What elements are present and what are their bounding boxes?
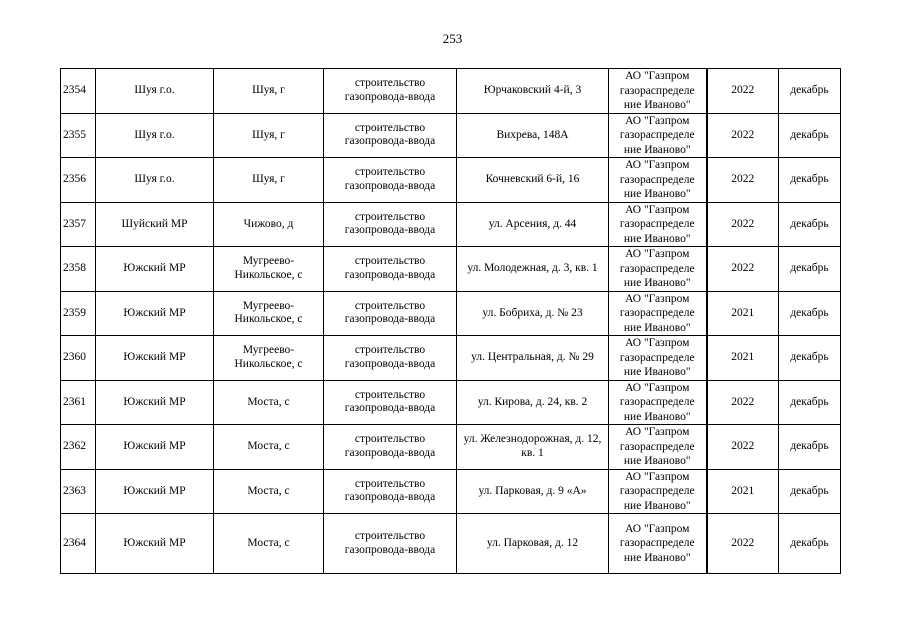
- month-cell: декабрь: [779, 469, 841, 514]
- table-row: [61, 113, 841, 158]
- address-cell: ул. Бобриха, д. № 23: [457, 291, 609, 336]
- settlement-cell: Моста, с: [214, 425, 324, 470]
- work-type-cell: строительство газопровода-ввода: [324, 202, 457, 247]
- settlement-cell: Мугреево-Никольское, с: [214, 336, 324, 381]
- year-cell: 2021: [707, 469, 779, 514]
- work-type-cell: строительство газопровода-ввода: [324, 380, 457, 425]
- row-number: 2359: [61, 291, 96, 336]
- month-cell: декабрь: [779, 336, 841, 381]
- table-row: [61, 336, 841, 381]
- organization-cell: АО "Газпром газораспределе ние Иваново": [609, 291, 707, 336]
- row-number: 2356: [61, 158, 96, 203]
- table-row: [61, 469, 841, 514]
- address-cell: Кочневский 6-й, 16: [457, 158, 609, 203]
- address-cell: Вихрева, 148А: [457, 113, 609, 158]
- organization-cell: АО "Газпром газораспределе ние Иваново": [609, 202, 707, 247]
- page-number: 253: [442, 31, 463, 46]
- organization-cell: АО "Газпром газораспределе ние Иваново": [609, 336, 707, 381]
- month-cell: декабрь: [779, 202, 841, 247]
- address-cell: ул. Арсения, д. 44: [457, 202, 609, 247]
- settlement-cell: Чижово, д: [214, 202, 324, 247]
- year-cell: 2022: [707, 69, 779, 114]
- table-row: [61, 69, 841, 114]
- row-number: 2360: [61, 336, 96, 381]
- organization-cell: АО "Газпром газораспределе ние Иваново": [609, 514, 707, 574]
- district-cell: Южский МР: [96, 425, 214, 470]
- work-type-cell: строительство газопровода-ввода: [324, 469, 457, 514]
- district-cell: Шуя г.о.: [96, 69, 214, 114]
- year-cell: 2022: [707, 380, 779, 425]
- organization-cell: АО "Газпром газораспределе ние Иваново": [609, 469, 707, 514]
- address-cell: ул. Железнодорожная, д. 12, кв. 1: [457, 425, 609, 470]
- table-row: [61, 247, 841, 292]
- month-cell: декабрь: [779, 514, 841, 574]
- month-cell: декабрь: [779, 247, 841, 292]
- district-cell: Шуя г.о.: [96, 158, 214, 203]
- district-cell: Южский МР: [96, 247, 214, 292]
- address-cell: ул. Кирова, д. 24, кв. 2: [457, 380, 609, 425]
- work-type-cell: строительство газопровода-ввода: [324, 514, 457, 574]
- address-cell: ул. Молодежная, д. 3, кв. 1: [457, 247, 609, 292]
- row-number: 2362: [61, 425, 96, 470]
- row-number: 2361: [61, 380, 96, 425]
- year-cell: 2022: [707, 158, 779, 203]
- settlement-cell: Моста, с: [214, 380, 324, 425]
- table-row: [61, 380, 841, 425]
- work-type-cell: строительство газопровода-ввода: [324, 336, 457, 381]
- settlement-cell: Шуя, г: [214, 158, 324, 203]
- year-cell: 2022: [707, 113, 779, 158]
- row-number: 2363: [61, 469, 96, 514]
- work-type-cell: строительство газопровода-ввода: [324, 69, 457, 114]
- settlement-cell: Моста, с: [214, 469, 324, 514]
- year-cell: 2022: [707, 202, 779, 247]
- district-cell: Шуя г.о.: [96, 113, 214, 158]
- row-number: 2354: [61, 69, 96, 114]
- settlement-cell: Мугреево-Никольское, с: [214, 247, 324, 292]
- district-cell: Южский МР: [96, 469, 214, 514]
- month-cell: декабрь: [779, 113, 841, 158]
- organization-cell: АО "Газпром газораспределе ние Иваново": [609, 113, 707, 158]
- district-cell: Южский МР: [96, 514, 214, 574]
- settlement-cell: Моста, с: [214, 514, 324, 574]
- district-cell: Шуйский МР: [96, 202, 214, 247]
- address-cell: ул. Парковая, д. 12: [457, 514, 609, 574]
- work-type-cell: строительство газопровода-ввода: [324, 158, 457, 203]
- month-cell: декабрь: [779, 158, 841, 203]
- address-cell: Юрчаковский 4-й, 3: [457, 69, 609, 114]
- gasification-table: [60, 68, 841, 574]
- table-row: [61, 514, 841, 574]
- month-cell: декабрь: [779, 291, 841, 336]
- year-cell: 2022: [707, 247, 779, 292]
- table-row: [61, 202, 841, 247]
- table-row: [61, 291, 841, 336]
- organization-cell: АО "Газпром газораспределе ние Иваново": [609, 69, 707, 114]
- row-number: 2355: [61, 113, 96, 158]
- organization-cell: АО "Газпром газораспределе ние Иваново": [609, 247, 707, 292]
- table-row: [61, 158, 841, 203]
- work-type-cell: строительство газопровода-ввода: [324, 291, 457, 336]
- organization-cell: АО "Газпром газораспределе ние Иваново": [609, 425, 707, 470]
- organization-cell: АО "Газпром газораспределе ние Иваново": [609, 380, 707, 425]
- work-type-cell: строительство газопровода-ввода: [324, 247, 457, 292]
- month-cell: декабрь: [779, 69, 841, 114]
- work-type-cell: строительство газопровода-ввода: [324, 113, 457, 158]
- month-cell: декабрь: [779, 380, 841, 425]
- year-cell: 2021: [707, 291, 779, 336]
- year-cell: 2022: [707, 514, 779, 574]
- district-cell: Южский МР: [96, 380, 214, 425]
- row-number: 2358: [61, 247, 96, 292]
- settlement-cell: Шуя, г: [214, 113, 324, 158]
- address-cell: ул. Центральная, д. № 29: [457, 336, 609, 381]
- organization-cell: АО "Газпром газораспределе ние Иваново": [609, 158, 707, 203]
- settlement-cell: Мугреево-Никольское, с: [214, 291, 324, 336]
- settlement-cell: Шуя, г: [214, 69, 324, 114]
- month-cell: декабрь: [779, 425, 841, 470]
- year-cell: 2021: [707, 336, 779, 381]
- year-cell: 2022: [707, 425, 779, 470]
- district-cell: Южский МР: [96, 291, 214, 336]
- table-row: [61, 425, 841, 470]
- row-number: 2364: [61, 514, 96, 574]
- address-cell: ул. Парковая, д. 9 «А»: [457, 469, 609, 514]
- district-cell: Южский МР: [96, 336, 214, 381]
- row-number: 2357: [61, 202, 96, 247]
- work-type-cell: строительство газопровода-ввода: [324, 425, 457, 470]
